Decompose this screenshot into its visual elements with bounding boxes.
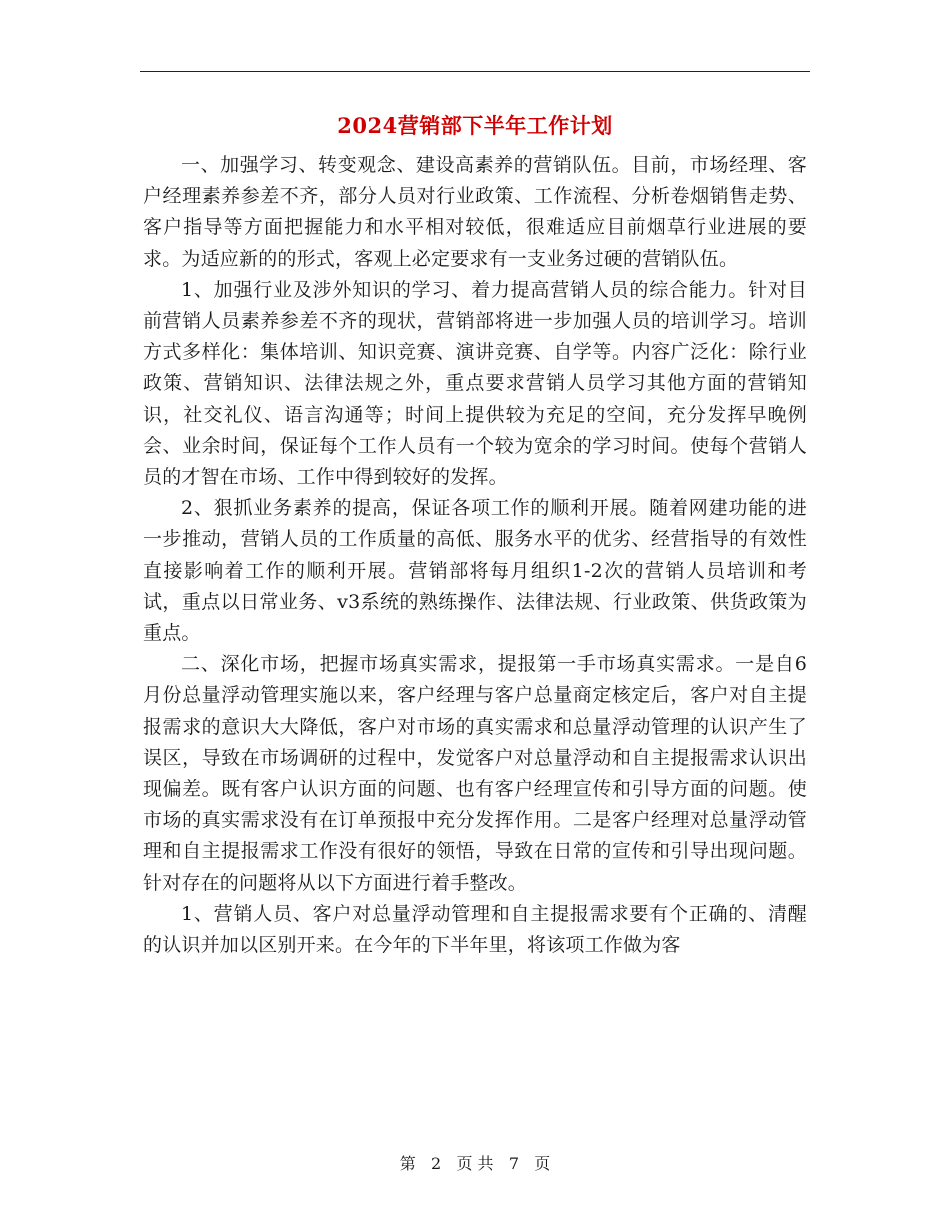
header-rule [140,71,810,72]
document-body [143,150,807,961]
footer-current-page: 2 [430,1154,442,1173]
paragraph-5: 1、营销人员、客户对总量浮动管理和自主提报需求要有个正确的、清醒的认识并加以区别开来。在今年的下半年里，将该项工作做为客 [143,902,807,957]
document-title: 2024营销部下半年工作计划 [337,113,613,138]
footer-middle: 页 共 [456,1154,494,1173]
footer-prefix: 第 [399,1154,416,1173]
footer-suffix: 页 [534,1154,551,1173]
page-footer [0,1150,950,1178]
paragraph-2: 1、加强行业及涉外知识的学习、着力提高营销人员的综合能力。针对目前营销人员素养参差不齐的现状，营销部将进一步加强人员的培训学习。培训方式多样化：集体培训、知识竞赛、演讲竞赛、自学等。内容广泛化：除行业政策、营销知识、法律法规之外，重点要求营销人员学习其他方面的营销知识，社交礼仪、语言沟通等；时间上提供较为充足的空间，充分发挥早晚例会、业余时间，保证每个工作人员有一个较为宽余的学习时间。使每个营销人员的才智在市场、工作中得到较好的发挥。 [143,278,807,489]
paragraph-4: 二、深化市场，把握市场真实需求，提报第一手市场真实需求。一是自6月份总量浮动管理实施以来，客户经理与客户总量商定核定后，客户对自主提报需求的意识大大降低，客户对市场的真实需求和总量浮动管理的认识产生了误区，导致在市场调研的过程中，发觉客户对总量浮动和自主提报需求认识出现偏差。既有客户认识方面的问题、也有客户经理宣传和引导方面的问题。使市场的真实需求没有在订单预报中充分发挥作用。二是客户经理对总量浮动管理和自主提报需求工作没有很好的领悟，导致在日常的宣传和引导出现问题。针对存在的问题将从以下方面进行着手整改。 [143,653,807,894]
footer-total-pages: 7 [508,1154,520,1173]
paragraph-3: 2、狠抓业务素养的提高，保证各项工作的顺利开展。随着网建功能的进一步推动，营销人员的工作质量的高低、服务水平的优劣、经营指导的有效性直接影响着工作的顺利开展。营销部将每月组织1-2次的营销人员培训和考试，重点以日常业务、v3系统的熟练操作、法律法规、行业政策、供货政策为重点。 [143,497,807,645]
paragraph-1: 一、加强学习、转变观念、建设高素养的营销队伍。目前，市场经理、客户经理素养参差不齐，部分人员对行业政策、工作流程、分析卷烟销售走势、客户指导等方面把握能力和水平相对较低，很难适应目前烟草行业进展的要求。为适应新的的形式，客观上必定要求有一支业务过硬的营销队伍。 [143,154,807,270]
